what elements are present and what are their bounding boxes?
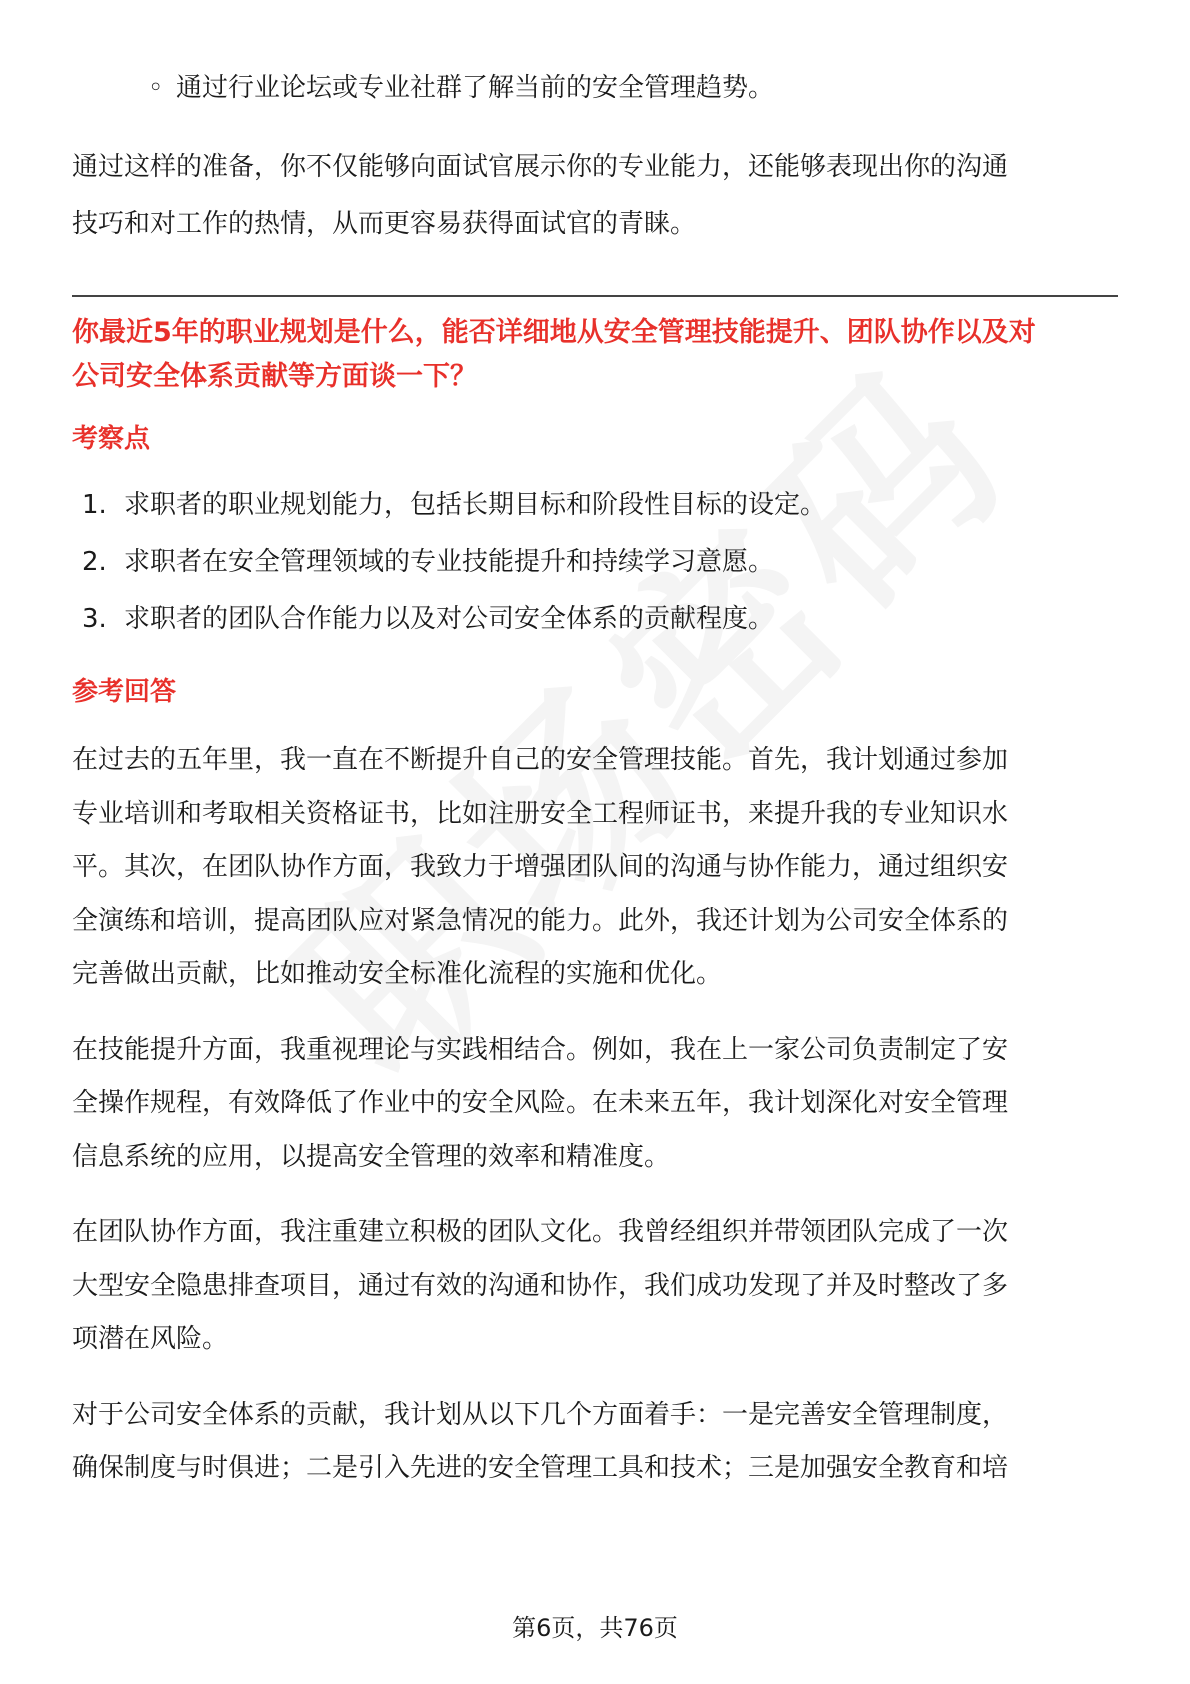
answer-line: 确保制度与时俱进；二是引入先进的安全管理工具和技术；三是加强安全教育和培 bbox=[72, 1453, 1009, 1483]
list-item bbox=[72, 534, 1118, 591]
answer-line: 专业培训和考取相关资格证书，比如注册安全工程师证书，来提升我的专业知识水 bbox=[72, 798, 1009, 829]
answer-paragraph-4 bbox=[72, 1389, 1118, 1496]
page-number: 第6页，共76页 bbox=[512, 1614, 678, 1642]
answer-line: 在团队协作方面，我注重建立积极的团队文化。我曾经组织并带领团队完成了一次 bbox=[72, 1217, 1009, 1247]
assessment-heading: 考察点 bbox=[72, 424, 151, 454]
answer-heading: 参考回答 bbox=[72, 677, 177, 707]
answer-paragraph-3 bbox=[72, 1206, 1118, 1367]
assessment-list bbox=[72, 477, 1118, 648]
question-heading bbox=[72, 311, 1118, 399]
intro-paragraph bbox=[72, 139, 1118, 253]
answer-line: 在技能提升方面，我重视理论与实践相结合。例如，我在上一家公司负责制定了安 bbox=[72, 1034, 1009, 1065]
answer-line: 在过去的五年里，我一直在不断提升自己的安全管理技能。首先，我计划通过参加 bbox=[72, 745, 1009, 775]
answer-line: 对于公司安全体系的贡献，我计划从以下几个方面着手：一是完善安全管理制度， bbox=[72, 1399, 1009, 1430]
list-item-text: 求职者的职业规划能力，包括长期目标和阶段性目标的设定。 bbox=[124, 490, 827, 520]
list-item-text: 求职者的团队合作能力以及对公司安全体系的贡献程度。 bbox=[124, 604, 775, 634]
intro-line-1: 通过这样的准备，你不仅能够向面试官展示你的专业能力，还能够表现出你的沟通 bbox=[72, 152, 1009, 182]
answer-line: 平。其次，在团队协作方面，我致力于增强团队间的沟通与协作能力，通过组织安 bbox=[72, 852, 1009, 882]
list-item bbox=[72, 591, 1118, 648]
list-item-number: 2. bbox=[82, 547, 107, 577]
answer-line: 全演练和培训，提高团队应对紧急情况的能力。此外，我还计划为公司安全体系的 bbox=[72, 905, 1009, 936]
question-line-2: 公司安全体系贡献等方面谈一下？ bbox=[72, 361, 477, 392]
answer-line: 大型安全隐患排查项目，通过有效的沟通和协作，我们成功发现了并及时整改了多 bbox=[72, 1270, 1009, 1301]
answer-paragraph-2 bbox=[72, 1024, 1118, 1185]
list-item-text: 求职者在安全管理领域的专业技能提升和持续学习意愿。 bbox=[124, 547, 775, 577]
hollow-bullet-icon: ◦ bbox=[148, 73, 164, 103]
question-line-1: 你最近5年的职业规划是什么，能否详细地从安全管理技能提升、团队协作以及对 bbox=[72, 317, 1036, 348]
list-item bbox=[72, 477, 1118, 534]
answer-line: 完善做出贡献，比如推动安全标准化流程的实施和优化。 bbox=[72, 959, 723, 989]
top-bullet-item bbox=[72, 60, 1118, 117]
answer-paragraph-1 bbox=[72, 734, 1118, 1002]
answer-line: 项潜在风险。 bbox=[72, 1324, 229, 1354]
intro-line-2: 技巧和对工作的热情，从而更容易获得面试官的青睐。 bbox=[72, 209, 697, 239]
answer-line: 全操作规程，有效降低了作业中的安全风险。在未来五年，我计划深化对安全管理 bbox=[72, 1088, 1009, 1118]
section-divider bbox=[72, 295, 1118, 297]
list-item-number: 3. bbox=[82, 604, 107, 634]
list-item-number: 1. bbox=[82, 490, 107, 520]
answer-line: 信息系统的应用，以提高安全管理的效率和精准度。 bbox=[72, 1141, 671, 1172]
top-bullet-text: 通过行业论坛或专业社群了解当前的安全管理趋势。 bbox=[176, 73, 775, 103]
document-page bbox=[72, 60, 1118, 1518]
